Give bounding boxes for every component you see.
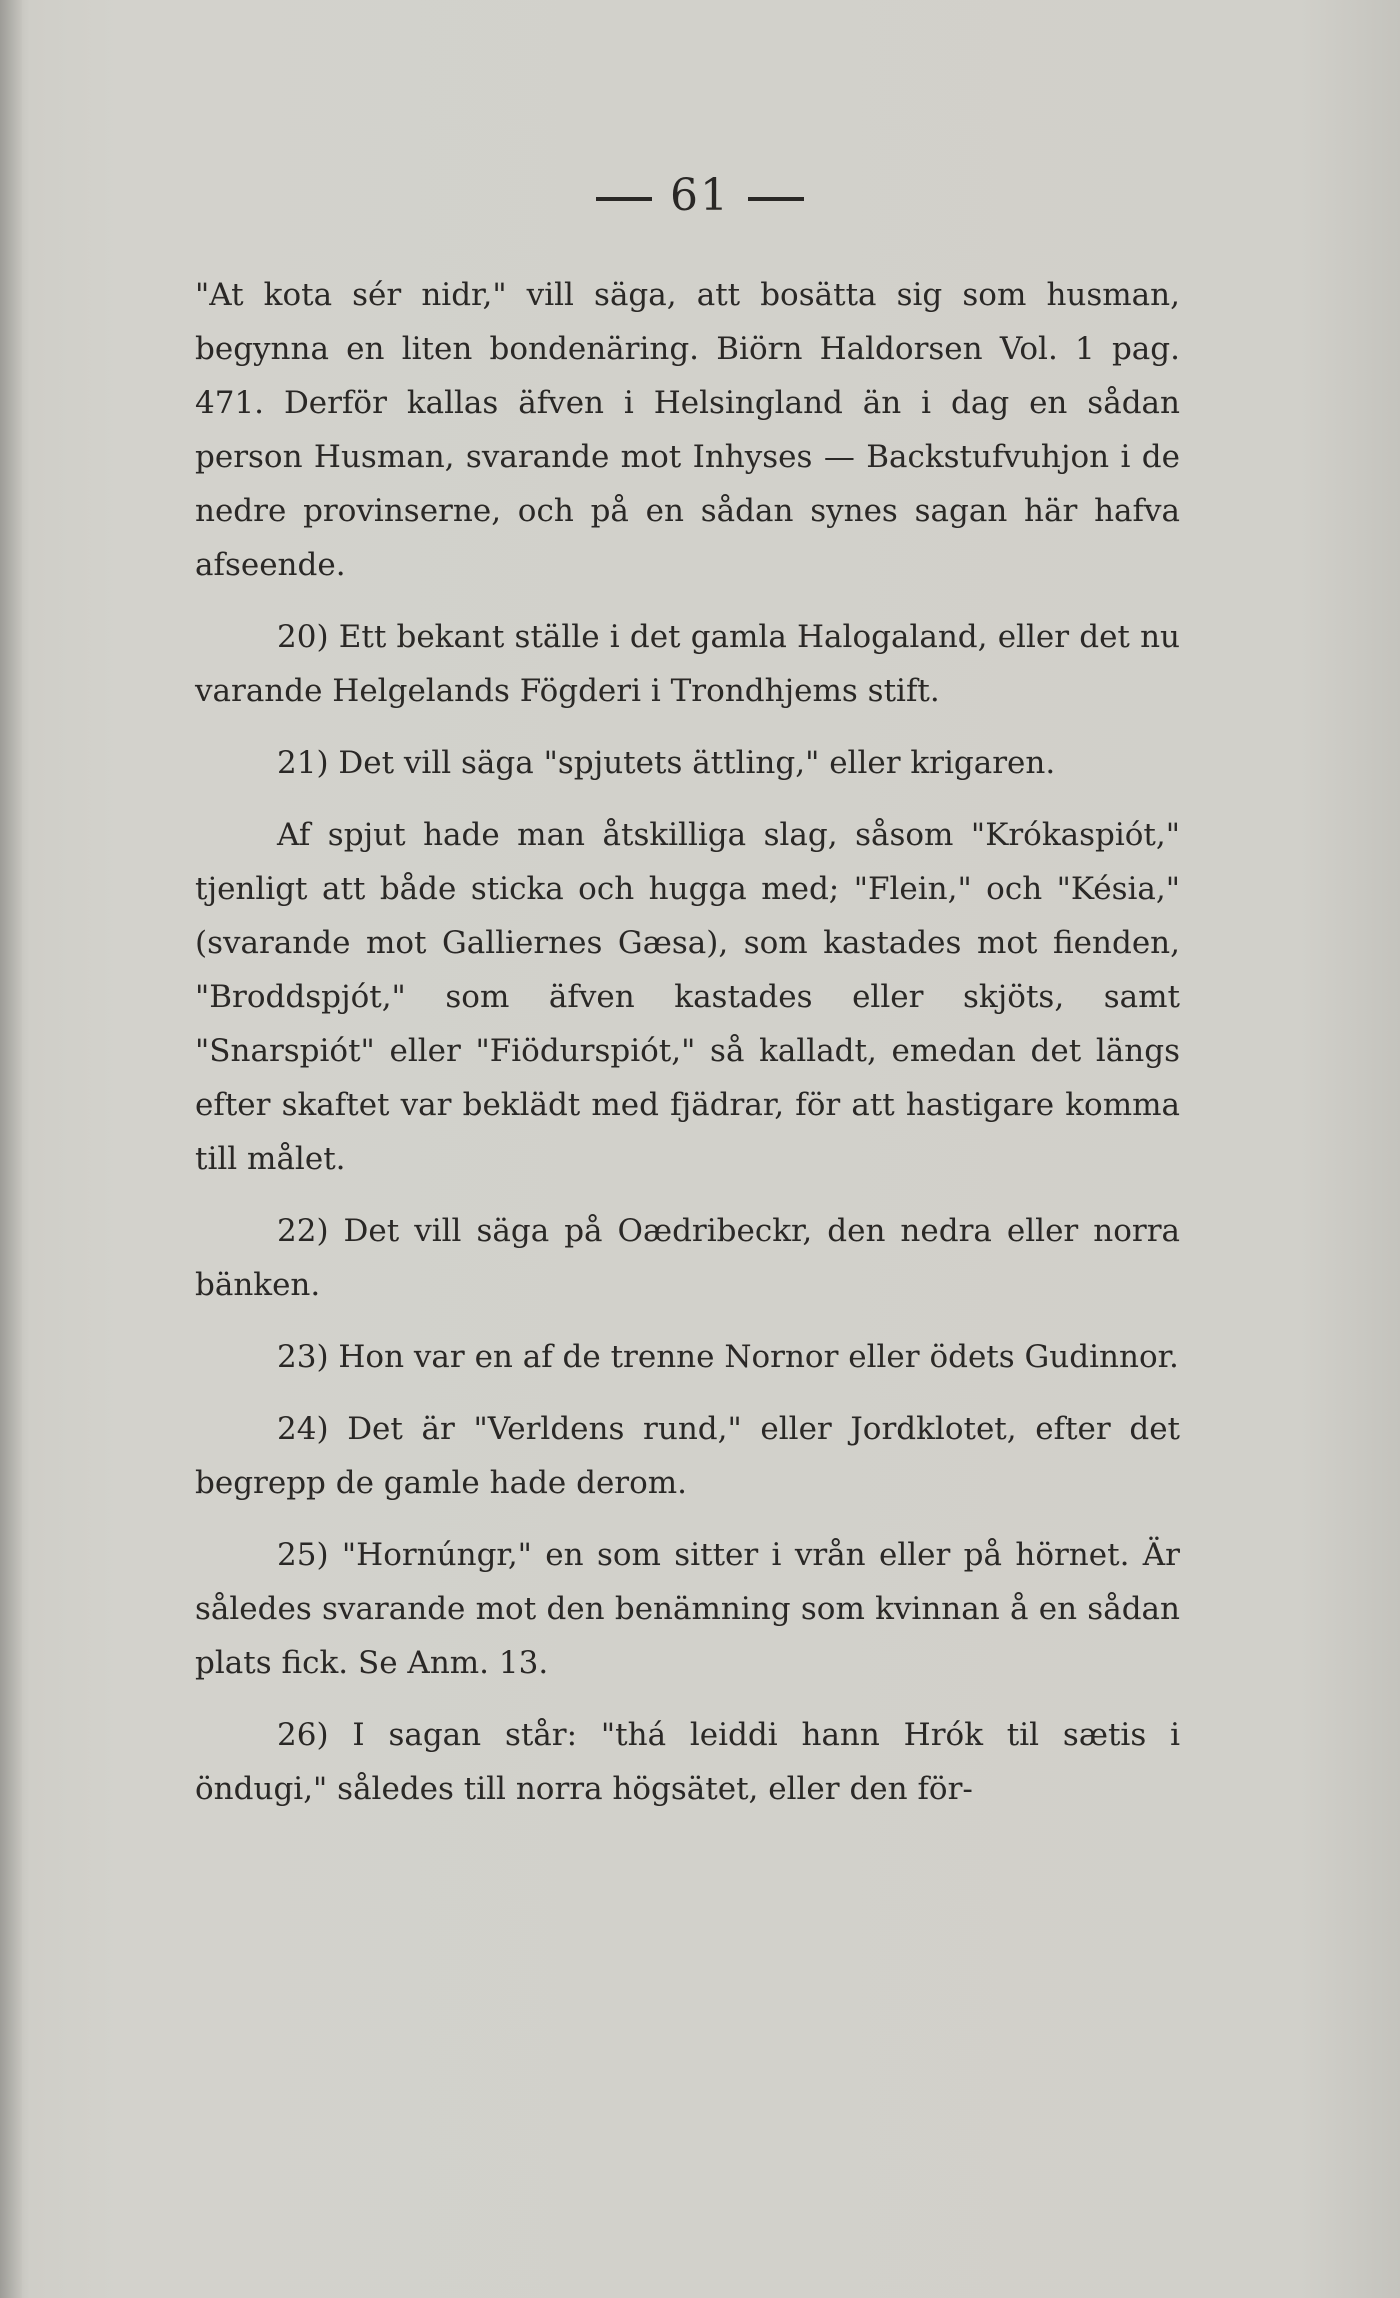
paragraph-note-21: 21) Det vill säga "spjutets ättling," eller krigaren. xyxy=(277,745,1056,781)
paragraph-note-20: 20) Ett bekant ställe i det gamla Halogaland, eller det nu varande Helgelands Fögderi i Trondhjems stift. xyxy=(195,619,1180,709)
paragraph-note-22: 22) Det vill säga på Oædribeckr, den nedra eller norra bänken. xyxy=(195,1213,1180,1303)
header-dash-left xyxy=(596,197,652,201)
paragraph-note-23: 23) Hon var en af de trenne Nornor eller ödets Gudinnor. xyxy=(277,1339,1179,1375)
paragraph-note-24: 24) Det är "Verldens rund," eller Jordklotet, efter det begrepp de gamle hade derom. xyxy=(195,1411,1180,1501)
page-header xyxy=(0,170,1400,221)
page-number: 61 xyxy=(670,170,730,221)
paragraph-note-26: 26) I sagan står: "thá leiddi hann Hrók til sætis i öndugi," således till norra högsätet, eller den för- xyxy=(195,1717,1180,1807)
header-dash-right xyxy=(748,197,804,201)
page-body xyxy=(195,268,1180,1834)
paragraph-note-21-continued: Af spjut hade man åtskilliga slag, såsom "Krókaspiót," tjenligt att både sticka och hugga med; "Flein," och "Késia," (svarande mot Galliernes Gæsa), som kastades mot fienden, "Broddspjót," som äfven kastades eller skjöts, samt "Snarspiót" eller "Fiödurspiót," så kalladt, emedan det längs efter skaftet var beklädt med fjädrar, för att hastigare komma till målet. xyxy=(195,817,1180,1177)
paragraph-note-19: "At kota sér nidr," vill säga, att bosätta sig som husman, begynna en liten bondenäring. Biörn Haldorsen Vol. 1 pag. 471. Derför kallas äfven i Helsingland än i dag en sådan person Husman, svarande mot Inhyses — Backstufvuhjon i de nedre provinserne, och på en sådan synes sagan här hafva afseende. xyxy=(195,277,1180,583)
page-spine-shadow xyxy=(0,0,22,2298)
paragraph-note-25: 25) "Hornúngr," en som sitter i vrån eller på hörnet. Är således svarande mot den benämning som kvinnan å en sådan plats fick. Se Anm. 13. xyxy=(195,1537,1180,1681)
